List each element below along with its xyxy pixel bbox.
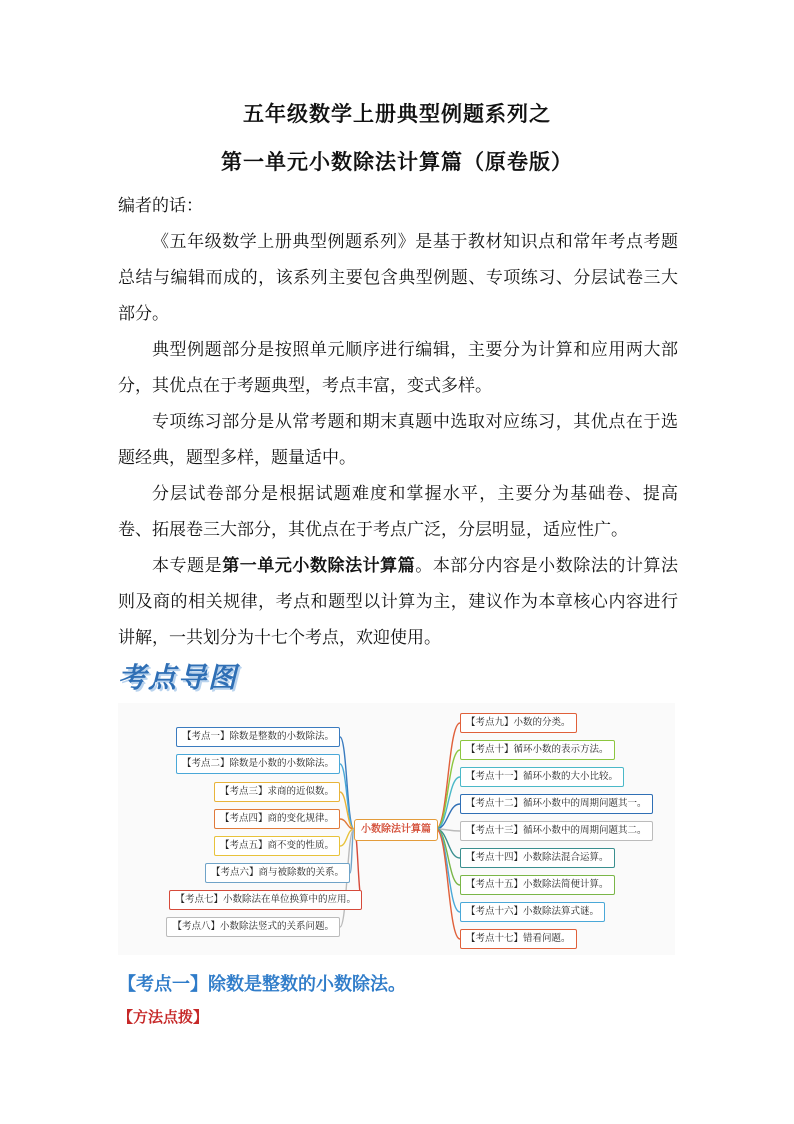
- mindmap-node-left-5: 【考点五】商不变的性质。: [214, 836, 340, 856]
- mindmap-node-left-4: 【考点四】商的变化规律。: [214, 809, 340, 829]
- mindmap-node-right-8: 【考点十六】小数除法算式谜。: [460, 902, 605, 922]
- mindmap-connector-left-1: [340, 737, 354, 829]
- mindmap-node-left-8: 【考点八】小数除法竖式的关系问题。: [166, 917, 340, 937]
- document-title-line2: 第一单元小数除法计算篇（原卷版）: [221, 150, 573, 174]
- editor-label: 编者的话：: [118, 196, 203, 216]
- mindmap-node-right-1: 【考点九】小数的分类。: [460, 713, 577, 733]
- p5-suffix: 。本部分内容是小数除法的计算法则及商的相关规律，考点和题型以计算为主，建议作为本章核心内容进行讲解，一共划分为十七个考点，欢迎使用。: [118, 556, 679, 648]
- p5-prefix: 本专题是: [152, 556, 223, 576]
- mindmap-diagram: [118, 703, 675, 955]
- mindmap-center-node: 小数除法计算篇: [354, 819, 438, 841]
- mindmap-connector-right-8: [436, 829, 460, 912]
- intro-paragraph-2: 典型例题部分是按照单元顺序进行编辑，主要分为计算和应用两大部分，其优点在于考题典型，考点丰富，变式多样。: [118, 340, 678, 396]
- kp1-heading: 【考点一】除数是整数的小数除法。: [118, 974, 406, 995]
- mindmap-connector-right-3: [436, 777, 460, 829]
- mindmap-node-right-6: 【考点十四】小数除法混合运算。: [460, 848, 615, 868]
- mindmap-node-right-5: 【考点十三】循环小数中的周期问题其二。: [460, 821, 653, 841]
- p5-topic: 第一单元小数除法计算篇: [222, 556, 416, 576]
- mindmap-node-left-6: 【考点六】商与被除数的关系。: [205, 863, 350, 883]
- section-logo-mindmap: 考点导图: [118, 661, 239, 694]
- intro-paragraph-4: 分层试卷部分是根据试题难度和掌握水平，主要分为基础卷、提高卷、拓展卷三大部分，其优点在于考点广泛，分层明显，适应性广。: [118, 484, 678, 540]
- mindmap-node-left-7: 【考点七】小数除法在单位换算中的应用。: [169, 890, 362, 910]
- mindmap-node-right-7: 【考点十五】小数除法简便计算。: [460, 875, 615, 895]
- document-title-line1: 五年级数学上册典型例题系列之: [243, 102, 551, 126]
- method-label: 【方法点拨】: [118, 1008, 209, 1026]
- intro-paragraph-1: 《五年级数学上册典型例题系列》是基于教材知识点和常年考点考题总结与编辑而成的，该系列主要包含典型例题、专项练习、分层试卷三大部分。: [118, 232, 678, 324]
- mindmap-node-right-9: 【考点十七】错看问题。: [460, 929, 577, 949]
- mindmap-node-left-2: 【考点二】除数是小数的小数除法。: [176, 754, 340, 774]
- mindmap-node-right-3: 【考点十一】循环小数的大小比较。: [460, 767, 624, 787]
- mindmap-node-right-4: 【考点十二】循环小数中的周期问题其一。: [460, 794, 653, 814]
- mindmap-node-left-3: 【考点三】求商的近似数。: [214, 782, 340, 802]
- mindmap-node-right-2: 【考点十】循环小数的表示方法。: [460, 740, 615, 760]
- mindmap-connector-right-1: [436, 723, 460, 829]
- mindmap-node-left-1: 【考点一】除数是整数的小数除法。: [176, 727, 340, 747]
- intro-paragraph-3: 专项练习部分是从常考题和期末真题中选取对应练习，其优点在于选题经典，题型多样，题量适中。: [118, 412, 678, 468]
- intro-paragraph-5: [118, 548, 678, 656]
